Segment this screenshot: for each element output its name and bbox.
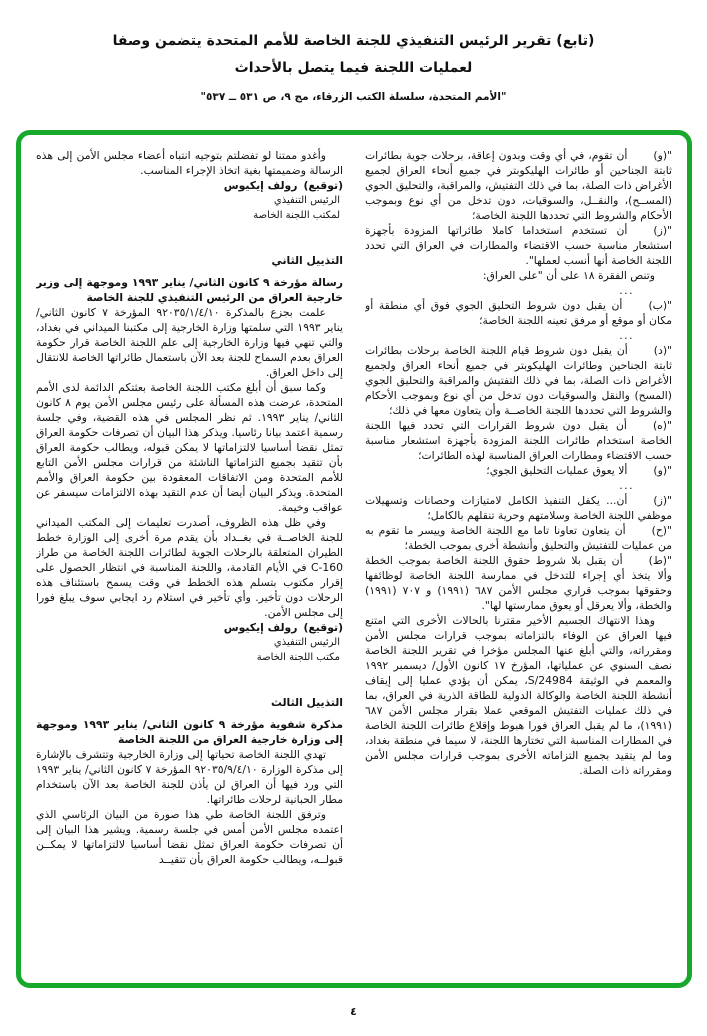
ellipsis-marker: ... bbox=[619, 329, 634, 342]
paragraph-subitem: "(د)أن يقبل دون شروط قيام اللجنة الخاصة برحلات بطائرات ثابتة الجناحين وطائرات الهليكوبتر في جميع أنحاء العراق ولجميع الأغراض ذات الصلة، بما في ذلك التفتيش والمراقبة والتحليق الجوي (المسح) والنقل والسوقيات دون تدخل من أي نوع وبموجب الأحكام والشروط التي تحددها اللجنة الخاصــة وأن يتعاون معها في ذلك؛ bbox=[365, 344, 672, 417]
item-label: "(ه) bbox=[652, 419, 672, 432]
paragraph-subitem: "(ز)أن... يكفل التنفيذ الكامل لامتيازات وحصانات وتسهيلات موظفي اللجنة الخاصة وسلامتهم وحرية تنقلهم بالكامل؛ bbox=[365, 494, 672, 522]
ellipsis-marker: ... bbox=[619, 284, 634, 297]
content-frame bbox=[16, 130, 692, 988]
paragraph-body: وفي ظل هذه الظروف، أصدرت تعليمات إلى المكتب الميداني للجنة الخاصــة في بغــداد بأن يقدم مرة أخرى إلى الوزارة خطط الطيران المتعلقة بالرحلات الجوية لطائرات اللجنة الخاصة من طراز C-160 في الأيام القادمة، واللجنة المناسبة في انتظار الحصول على إقرار مكتوب بتسلم هذه الخطط في وقت يسمح باستئناف هذه الرحلات دون تأخير. وأي تأخير في استلام رد ايجابي سوف يبلغ فورا إلى مجلس الأمن. bbox=[36, 516, 343, 619]
paragraph-body: وتنص الفقرة ١٨ على أن "على العراق: bbox=[482, 269, 655, 282]
paragraph-subitem: "(ز)أن تستخدم استخداما كاملا طائراتها المزودة بأجهزة استشعار مناسبة حسب الاقتضاء والمطارات في العراق التي تحدد اللجنة الخاصة أنها أنسب لعملها". bbox=[365, 224, 672, 267]
paragraph-body: علمت بجزع بالمذكرة ٩٢٠٣٥/١/٤/١٠ المؤرخة ٧ كانون الثاني/ يناير ١٩٩٣ التي سلمتها وزارة الخارجية إلى مكتبنا الميداني في بغداد، والتي تنهي فيها وزارة الخارجية إلى علم اللجنة الخاصة قرار حكومة العراق بعدم السماح للجنة بعد الآن باستعمال طائراتها الخاصة للانتقال إلى داخل العراق. bbox=[36, 306, 343, 379]
appendix-heading: التذييل الثاني bbox=[271, 254, 343, 267]
signature-name: (توقيع)رولف إيكيوس bbox=[223, 179, 343, 192]
column-left bbox=[36, 148, 343, 970]
two-column-text bbox=[21, 135, 687, 983]
appendix-subject: مذكرة شفوية مؤرخة ٩ كانون الثاني/ يناير ١٩٩٣ وموجهة إلى وزارة خارجية العراق من اللجنة الخاصة bbox=[36, 718, 343, 746]
item-label: "(و) bbox=[653, 464, 672, 477]
paragraph-body: وترفق اللجنة الخاصة طي هذا صورة من البيان الرئاسي الذي اعتمده مجلس الأمن أمس في جلسة رسمية. ويشير هذا البيان إلى أن تصرفات حكومة العراق تمثل نقضا أساسيا لالتزاماتها لا يمكــن قبولــه، ويطالب حكومة العراق بأن تتقيــد bbox=[36, 808, 343, 866]
page-number: ٤ bbox=[350, 1005, 357, 1018]
column-right bbox=[365, 148, 672, 970]
signature-role: الرئيس التنفيذي bbox=[273, 195, 340, 206]
paragraph-body: وأغدو ممتنا لو تفضلتم بتوجيه انتباه أعضاء مجلس الأمن إلى هذه الرسالة وضميمتها بغية اتخاذ الإجراء المناسب. bbox=[36, 149, 343, 177]
paragraph-body: تهدي اللجنة الخاصة تحياتها إلى وزارة الخارجية وتتشرف بالإشارة إلى مذكرة الوزارة ٩٢٠٣٥/٩/٤/١٠ المؤرخة ٧ كانون الثاني/ يناير ١٩٩٣ التي ورد فيها أن العراق لن يأذن للجنة الخاصة بعد الآن باستخدام مطار الحبانية لرحلات طائراتها. bbox=[36, 748, 343, 806]
item-label: (توقيع) bbox=[303, 179, 343, 192]
signature-role: مكتب اللجنة الخاصة bbox=[256, 652, 340, 663]
item-label: "(و) bbox=[653, 149, 672, 162]
page-title-line-2: لعمليات اللجنة فيما يتصل بالأحداث bbox=[234, 60, 473, 76]
item-label: "(ب) bbox=[648, 299, 672, 312]
ellipsis-marker: ... bbox=[619, 479, 634, 492]
source-citation: "الأمم المتحدة، سلسلة الكتب الزرقاء، مج ٩، ص ٥٣١ ــ ٥٣٧" bbox=[200, 91, 507, 103]
signature-name: (توقيع)رولف إيكيوس bbox=[223, 621, 343, 634]
item-label: "(ز) bbox=[653, 224, 672, 237]
item-label: "(ط) bbox=[648, 554, 672, 567]
paragraph-body: وهذا الانتهاك الجسيم الأخير مقترنا بالحالات الأخرى التي امتنع فيها العراق عن الوفاء بالتزاماته بموجب قرارات مجلس الأمن ومقرراته، والتي أبلغ عنها المجلس مؤخرا في تقرير اللجنة الخاصة نصف السنوي عن عملياتها، المؤرخ ١٧ كانون الأول/ ديسمبر ١٩٩٢ والمعمم في الوثيقة S/24984، يمكن أن يؤدي عمليا إلى إيقاف أنشطة اللجنة الخاصة والوكالة الدولية للطاقة الذرية في العراق، بما في ذلك عمليات التفتيش الموقعي عملا بقرار مجلس الأمن ٦٨٧ (١٩٩١)، ما لم يقبل العراق فورا هبوط وإقلاع طائرات اللجنة الخاصة في المطارات المناسبة التي تختارها اللجنة، لا سيما في منطقة بغداد، وما لم يتقيد بجميع التزاماته الأخرى بموجب قرارات مجلس الأمن ومقرراته ذات الصلة. bbox=[365, 614, 672, 777]
paragraph-subitem: "(ه)أن يقبل دون شروط القرارات التي تحدد فيها اللجنة الخاصة استخدام طائرات اللجنة المزودة بأجهزة استشعار مناسبة حسب الاقتضاء ومطارات العراق المناسبة لهذه الطائرات؛ bbox=[365, 419, 672, 462]
paragraph-subitem: "(و)ألا يعوق عمليات التحليق الجوي؛ bbox=[486, 464, 672, 477]
paragraph-subitem: "(ب)أن يقبل دون شروط التحليق الجوي فوق أي منطقة أو مكان أو موقع أو مرفق تعينه اللجنة الخاصة؛ bbox=[365, 299, 672, 327]
appendix-subject: رسالة مؤرخة ٩ كانون الثاني/ يناير ١٩٩٣ وموجهة إلى وزير خارجية العراق من الرئيس التنفيذي للجنة الخاصة bbox=[36, 276, 343, 304]
item-label: "(ز) bbox=[653, 494, 672, 507]
appendix-heading: التذييل الثالث bbox=[271, 696, 343, 709]
item-label: "(د) bbox=[653, 344, 672, 357]
item-label: "(ح) bbox=[651, 524, 672, 537]
paragraph-subitem: "(و)أن تقوم، في أي وقت وبدون إعاقة، برحلات جوية بطائرات ثابتة الجناحين أو طائرات الهليكوبتر في جميع أنحاء العراق لجميع الأغراض ذات الصلة، بما في ذلك التفتيش، والمراقبة، والتحليق الجوي (المســح)، والنقــل، والسوقيات، دون تدخل من أي نوع وبموجب الأحكام والشروط التي تحددها اللجنة الخاصة؛ bbox=[365, 149, 672, 222]
page-title-line-1: (تابع) تقرير الرئيس التنفيذي للجنة الخاصة للأمم المتحدة يتضمن وصفا bbox=[112, 33, 595, 49]
paragraph-body: وكما سبق أن أبلغ مكتب اللجنة الخاصة بعثتكم الدائمة لدى الأمم المتحدة، عرضت هذه المسألة على رئيس مجلس الأمن يوم ٨ كانون الثاني/ يناير ١٩٩٣. ثم نظر المجلس في هذه القضية، وفي جلسة رسمية اعتمد بيانا رئاسيا. ويذكر هذا البيان أن تصرفات حكومة العراق تمثل نقضا أساسيا لالتزاماتها لا يمكن قبوله، ويطالب حكومة العراق بأن تتقيد بجميع التزاماتها الناشئة من قرارات مجلس الأمن التابع للأمم المتحدة ومن الاتفاقات المعقودة بين حكومة العراق والأمم المتحدة. ويذكر البيان أيضا أن عدم التقيد بهذه الالتزامات سيسفر عن عواقب وخيمة. bbox=[36, 381, 343, 514]
paragraph-subitem: "(ح)أن يتعاون تعاونا تاما مع اللجنة الخاصة وييسر ما تقوم به من عمليات للتفتيش والتحليق وأنشطة أخرى بموجب الخطة؛ bbox=[365, 524, 672, 552]
paragraph-subitem: "(ط)أن يقبل بلا شروط حقوق اللجنة الخاصة بموجب الخطة وألا يتخذ أي إجراء للتدخل في ممارسة اللجنة الخاصة لوظائفها وحقوقها بموجب قراري مجلس الأمن ٦٨٧ (١٩٩١) و ٧٠٧ (١٩٩١) والخطة، وألا يعرقل أو يعوق ممارستها لها". bbox=[365, 554, 672, 612]
item-label: (توقيع) bbox=[303, 621, 343, 634]
document-header bbox=[0, 28, 707, 103]
signature-role: لمكتب اللجنة الخاصة bbox=[253, 210, 340, 221]
signature-role: الرئيس التنفيذي bbox=[273, 637, 340, 648]
